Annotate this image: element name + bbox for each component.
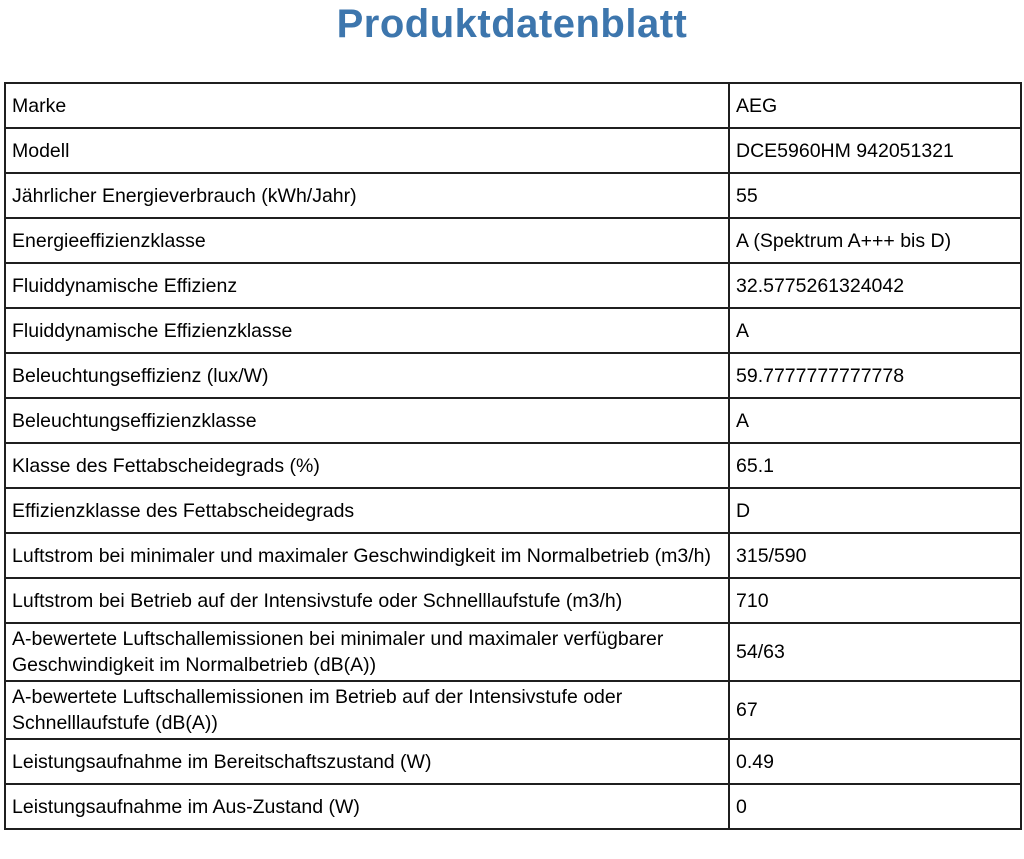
table-row <box>5 623 1021 681</box>
row-value: A (Spektrum A+++ bis D) <box>729 218 1021 263</box>
row-value: A <box>729 398 1021 443</box>
row-value: 710 <box>729 578 1021 623</box>
table-row <box>5 83 1021 128</box>
row-label: Fluiddynamische Effizienz <box>5 263 729 308</box>
table-row <box>5 578 1021 623</box>
row-label: A-bewertete Luftschallemissionen bei minimaler und maximaler verfügbarer Geschwindigkeit im Normalbetrieb (dB(A)) <box>5 623 729 681</box>
row-value: 67 <box>729 681 1021 739</box>
row-label: A-bewertete Luftschallemissionen im Betrieb auf der Intensivstufe oder Schnelllaufstufe (dB(A)) <box>5 681 729 739</box>
row-label: Jährlicher Energieverbrauch (kWh/Jahr) <box>5 173 729 218</box>
table-row <box>5 128 1021 173</box>
row-label: Modell <box>5 128 729 173</box>
table-row <box>5 488 1021 533</box>
row-value: 0.49 <box>729 739 1021 784</box>
row-label: Marke <box>5 83 729 128</box>
row-value: A <box>729 308 1021 353</box>
row-label: Fluiddynamische Effizienzklasse <box>5 308 729 353</box>
table-body <box>5 83 1021 829</box>
row-label: Leistungsaufnahme im Bereitschaftszustand (W) <box>5 739 729 784</box>
row-value: 54/63 <box>729 623 1021 681</box>
row-value: AEG <box>729 83 1021 128</box>
table-row <box>5 681 1021 739</box>
row-value: 315/590 <box>729 533 1021 578</box>
row-value: 0 <box>729 784 1021 829</box>
table-row <box>5 263 1021 308</box>
row-label: Klasse des Fettabscheidegrads (%) <box>5 443 729 488</box>
product-data-table <box>4 82 1022 830</box>
row-label: Luftstrom bei minimaler und maximaler Geschwindigkeit im Normalbetrieb (m3/h) <box>5 533 729 578</box>
row-label: Beleuchtungseffizienzklasse <box>5 398 729 443</box>
table-row <box>5 533 1021 578</box>
table-row <box>5 308 1021 353</box>
row-label: Effizienzklasse des Fettabscheidegrads <box>5 488 729 533</box>
page-title: Produktdatenblatt <box>336 2 688 46</box>
table-row <box>5 218 1021 263</box>
table-row <box>5 173 1021 218</box>
row-label: Luftstrom bei Betrieb auf der Intensivstufe oder Schnelllaufstufe (m3/h) <box>5 578 729 623</box>
table-row <box>5 353 1021 398</box>
table-row <box>5 398 1021 443</box>
table-row <box>5 443 1021 488</box>
row-value: D <box>729 488 1021 533</box>
table-row <box>5 784 1021 829</box>
row-label: Beleuchtungseffizienz (lux/W) <box>5 353 729 398</box>
row-label: Leistungsaufnahme im Aus-Zustand (W) <box>5 784 729 829</box>
table-row <box>5 739 1021 784</box>
row-value: 32.5775261324042 <box>729 263 1021 308</box>
row-label: Energieeffizienzklasse <box>5 218 729 263</box>
row-value: DCE5960HM 942051321 <box>729 128 1021 173</box>
row-value: 55 <box>729 173 1021 218</box>
row-value: 59.7777777777778 <box>729 353 1021 398</box>
row-value: 65.1 <box>729 443 1021 488</box>
